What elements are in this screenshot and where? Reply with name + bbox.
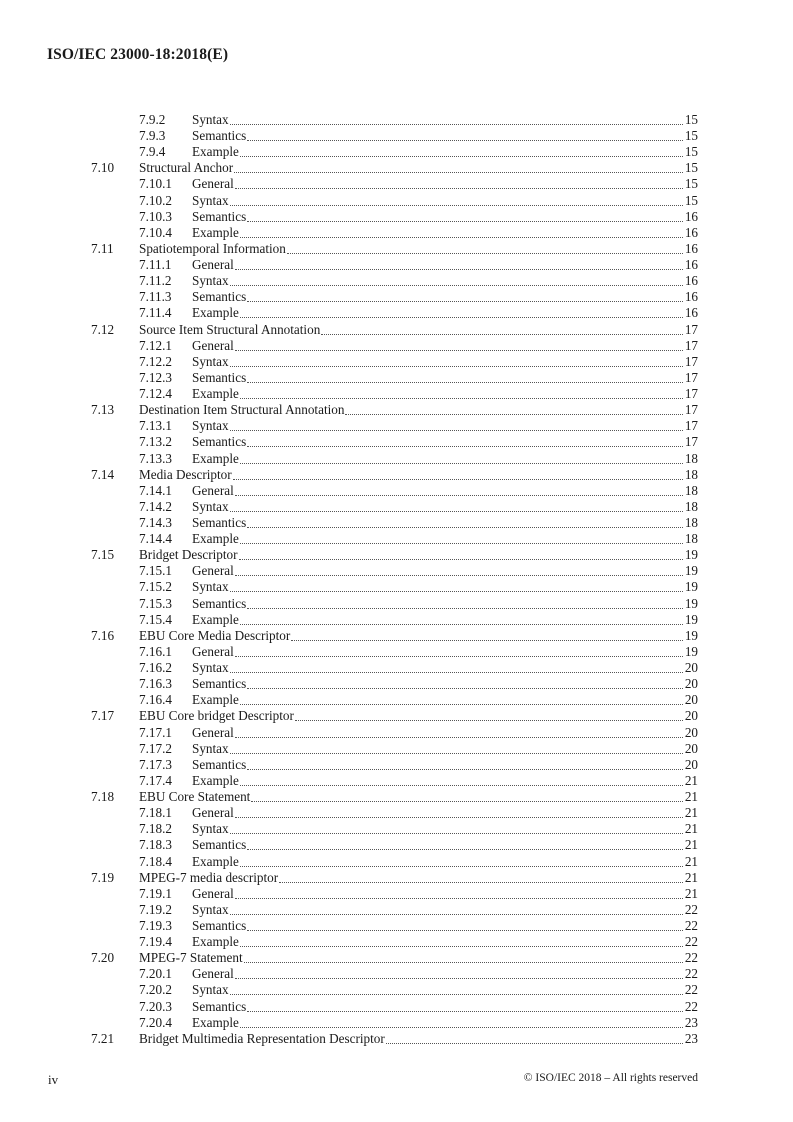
toc-leader-dots [240,397,683,399]
toc-entry[interactable] [0,966,793,982]
toc-entry[interactable] [0,854,793,870]
toc-entry-title[interactable]: Bridget Descriptor [139,547,238,563]
toc-leader-dots [240,865,683,867]
toc-entry-title[interactable]: Semantics [192,289,247,305]
toc-entry-number: 7.12.3 [139,369,172,385]
toc-entry-page[interactable]: 18 [684,482,698,498]
toc-entry-page[interactable]: 19 [684,563,698,579]
toc-entry[interactable] [0,209,793,225]
toc-entry-page[interactable]: 23 [684,1030,698,1046]
toc-entry-number: 7.15 [91,547,115,563]
toc-entry-number: 7.19 [91,869,115,885]
toc-entry-page[interactable]: 21 [684,869,698,885]
toc-leader-dots [235,816,683,818]
toc-entry-page[interactable]: 21 [684,853,698,869]
toc-leader-dots [240,1026,683,1028]
toc-entry-title[interactable]: Structural Anchor [139,160,234,176]
toc-entry-page[interactable]: 18 [684,515,698,530]
toc-entry[interactable] [0,1015,793,1031]
toc-entry-title[interactable]: General [192,337,234,353]
toc-leader-dots [247,929,683,931]
toc-entry[interactable] [0,725,793,741]
toc-leader-dots [235,349,683,351]
toc-entry-number: 7.11.3 [139,289,172,305]
toc-entry-number: 7.11.2 [139,273,172,289]
toc-entry-page[interactable]: 20 [684,740,698,756]
toc-entry-page[interactable]: 17 [684,353,698,369]
toc-entry[interactable] [0,692,793,708]
toc-entry[interactable] [0,370,793,386]
toc-leader-dots [235,736,683,738]
toc-entry-title[interactable]: Syntax [192,498,229,514]
toc-entry-title[interactable]: Syntax [192,740,229,756]
toc-entry-title[interactable]: Example [192,450,239,466]
toc-entry[interactable] [0,628,793,644]
toc-leader-dots [247,768,683,770]
toc-entry-number: 7.17.4 [139,772,172,788]
toc-entry-title[interactable]: Semantics [192,918,247,933]
toc-leader-dots [235,897,683,899]
toc-entry-title[interactable]: Semantics [192,369,247,385]
toc-entry-page[interactable]: 16 [684,240,698,256]
toc-entry-title[interactable]: General [192,482,234,498]
toc-entry-number: 7.13.3 [139,450,172,466]
toc-entry-page[interactable]: 17 [684,434,698,450]
toc-entry-number: 7.9.3 [139,128,166,144]
toc-entry-page[interactable]: 16 [684,208,698,224]
toc-entry[interactable] [0,934,793,950]
toc-entry[interactable] [0,676,793,692]
toc-entry-number: 7.17.2 [139,740,172,756]
toc-entry-title[interactable]: Example [192,305,239,321]
toc-entry[interactable] [0,354,793,370]
toc-entry[interactable] [0,563,793,579]
toc-entry-page[interactable]: 15 [684,128,698,144]
toc-entry-title[interactable]: Example [192,1014,239,1030]
toc-entry-number: 7.19.2 [139,901,172,917]
toc-entry-number: 7.20.4 [139,1014,172,1030]
toc-entry[interactable] [0,273,793,289]
toc-entry[interactable] [0,467,793,483]
toc-entry-number: 7.20.3 [139,998,172,1014]
toc-entry-number: 7.13.2 [139,434,172,450]
toc-entry-title[interactable]: Syntax [192,660,229,676]
toc-entry-page[interactable]: 17 [684,386,698,402]
toc-entry-title[interactable]: EBU Core Statement [139,789,251,805]
toc-entry-title[interactable]: General [192,805,234,821]
toc-leader-dots [230,993,683,995]
toc-entry-title[interactable]: Example [192,531,239,547]
toc-entry-page[interactable]: 17 [684,402,698,418]
toc-entry[interactable] [0,451,793,467]
toc-entry-number: 7.14 [91,466,115,482]
toc-entry-number: 7.13 [91,402,115,418]
toc-leader-dots [230,284,683,286]
toc-leader-dots [247,445,683,447]
toc-entry-number: 7.16.4 [139,692,172,708]
toc-leader-dots [291,639,683,641]
toc-entry-number: 7.20.1 [139,966,172,982]
toc-entry-title[interactable]: Syntax [192,579,229,595]
toc-entry-number: 7.15.3 [139,595,172,611]
toc-entry[interactable] [0,289,793,305]
toc-entry-title[interactable]: General [192,643,234,659]
toc-entry-page[interactable]: 19 [684,611,698,627]
toc-entry[interactable] [0,660,793,676]
toc-entry-page[interactable]: 18 [684,450,698,466]
toc-entry-page[interactable]: 21 [684,837,698,853]
toc-leader-dots [234,171,683,173]
toc-entry[interactable] [0,999,793,1015]
toc-leader-dots [235,977,683,979]
toc-entry-page[interactable]: 19 [684,595,698,611]
toc-leader-dots [233,478,683,480]
toc-entry-title[interactable]: Semantics [192,208,247,224]
toc-entry[interactable] [0,322,793,338]
toc-leader-dots [247,526,683,528]
toc-entry-title[interactable]: Syntax [192,273,229,289]
toc-entry-number: 7.16.2 [139,660,172,676]
toc-leader-dots [235,268,683,270]
toc-entry-title[interactable]: Syntax [192,982,229,998]
toc-entry-page[interactable]: 19 [684,579,698,595]
toc-entry[interactable] [0,886,793,902]
toc-entry-title[interactable]: General [192,176,234,192]
toc-entry-title[interactable]: Destination Item Structural Annotation [139,402,345,418]
toc-entry-title[interactable]: Bridget Multimedia Representation Descriptor [139,1030,385,1046]
toc-leader-dots [230,590,683,592]
toc-entry[interactable] [0,773,793,789]
toc-entry-number: 7.14.3 [139,515,172,530]
toc-entry[interactable] [0,1031,793,1047]
toc-entry-number: 7.18 [91,789,115,805]
toc-entry-number: 7.19.3 [139,918,172,933]
toc-leader-dots [230,671,683,673]
toc-entry-number: 7.18.3 [139,837,172,853]
toc-entry-title[interactable]: Example [192,772,239,788]
toc-leader-dots [247,1010,683,1012]
toc-leader-dots [247,300,683,302]
toc-leader-dots [240,945,683,947]
toc-entry[interactable] [0,837,793,853]
toc-entry-page[interactable]: 21 [684,772,698,788]
toc-leader-dots [240,316,683,318]
toc-entry-page[interactable]: 19 [684,547,698,563]
toc-leader-dots [240,542,683,544]
toc-leader-dots [230,913,683,915]
toc-entry[interactable] [0,418,793,434]
toc-entry-number: 7.10.4 [139,224,172,240]
toc-entry-title[interactable]: EBU Core Media Descriptor [139,627,291,643]
toc-entry[interactable] [0,821,793,837]
toc-entry-page[interactable]: 21 [684,789,698,805]
toc-entry-number: 7.15.4 [139,611,172,627]
toc-entry-page[interactable]: 19 [684,643,698,659]
toc-entry-page[interactable]: 15 [684,192,698,208]
toc-entry[interactable] [0,531,793,547]
toc-entry-title[interactable]: Semantics [192,756,247,772]
toc-entry-number: 7.16.3 [139,676,172,692]
toc-entry-page[interactable]: 20 [684,676,698,692]
toc-entry[interactable] [0,547,793,563]
toc-leader-dots [230,510,683,512]
toc-entry[interactable] [0,128,793,144]
toc-entry-page[interactable]: 17 [684,321,698,337]
toc-entry-number: 7.12 [91,321,115,337]
toc-entry-title[interactable]: Example [192,386,239,402]
toc-entry[interactable] [0,386,793,402]
toc-leader-dots [386,1042,683,1044]
toc-entry-number: 7.10.1 [139,176,172,192]
toc-entry[interactable] [0,805,793,821]
toc-entry-title[interactable]: Source Item Structural Annotation [139,321,321,337]
toc-entry-page[interactable]: 17 [684,418,698,434]
toc-entry-number: 7.12.4 [139,386,172,402]
toc-entry[interactable] [0,870,793,886]
toc-entry-page[interactable]: 22 [684,998,698,1014]
toc-leader-dots [230,123,683,125]
toc-entry-page[interactable]: 21 [684,821,698,837]
toc-leader-dots [230,429,683,431]
toc-entry-number: 7.20 [91,950,115,966]
toc-entry-title[interactable]: General [192,257,234,273]
toc-entry-title[interactable]: Example [192,611,239,627]
toc-entry-page[interactable]: 22 [684,966,698,982]
toc-entry-page[interactable]: 20 [684,708,698,724]
toc-entry-number: 7.17.3 [139,756,172,772]
toc-entry[interactable] [0,499,793,515]
toc-leader-dots [239,558,683,560]
footer-copyright: © ISO/IEC 2018 – All rights reserved [523,1072,698,1084]
toc-entry[interactable] [0,176,793,192]
footer-page-number: iv [48,1072,59,1087]
toc-leader-dots [321,333,683,335]
toc-entry-page[interactable]: 16 [684,273,698,289]
toc-entry-number: 7.18.4 [139,853,172,869]
toc-entry-page[interactable]: 22 [684,950,698,966]
toc-leader-dots [244,961,683,963]
toc-entry-title[interactable]: Semantics [192,676,247,692]
toc-leader-dots [251,800,682,802]
toc-entry[interactable] [0,789,793,805]
toc-entry-page[interactable]: 17 [684,337,698,353]
toc-entry-page[interactable]: 21 [684,885,698,901]
toc-entry-title[interactable]: General [192,563,234,579]
toc-leader-dots [240,703,683,705]
toc-entry-page[interactable]: 15 [684,176,698,192]
toc-entry-number: 7.15.2 [139,579,172,595]
toc-entry-page[interactable]: 22 [684,901,698,917]
toc-entry-title[interactable]: Example [192,692,239,708]
toc-entry[interactable] [0,741,793,757]
toc-leader-dots [240,784,683,786]
toc-entry-title[interactable]: Syntax [192,418,229,434]
toc-entry-number: 7.18.1 [139,805,172,821]
toc-entry-title[interactable]: Syntax [192,192,229,208]
toc-entry-page[interactable]: 17 [684,369,698,385]
toc-entry-number: 7.19.1 [139,885,172,901]
toc-entry-number: 7.16 [91,627,115,643]
toc-leader-dots [247,687,683,689]
toc-entry[interactable] [0,612,793,628]
toc-leader-dots [295,719,683,721]
toc-entry[interactable] [0,241,793,257]
toc-entry-title[interactable]: Syntax [192,112,229,127]
toc-entry[interactable] [0,338,793,354]
toc-leader-dots [247,220,683,222]
toc-entry-title[interactable]: EBU Core bridget Descriptor [139,708,294,724]
toc-entry-page[interactable]: 20 [684,724,698,740]
toc-entry-title[interactable]: MPEG-7 media descriptor [139,869,279,885]
toc-entry-title[interactable]: Semantics [192,434,247,450]
toc-entry-title[interactable]: Semantics [192,998,247,1014]
toc-leader-dots [240,623,683,625]
toc-entry[interactable] [0,757,793,773]
toc-entry-title[interactable]: Syntax [192,901,229,917]
toc-entry[interactable] [0,225,793,241]
toc-entry-title[interactable]: Semantics [192,595,247,611]
toc-entry-page[interactable]: 18 [684,531,698,547]
toc-entry-title[interactable]: Example [192,224,239,240]
toc-entry-page[interactable]: 22 [684,934,698,950]
toc-entry[interactable] [0,644,793,660]
toc-entry-number: 7.18.2 [139,821,172,837]
toc-leader-dots [279,881,683,883]
toc-entry-page[interactable]: 20 [684,756,698,772]
toc-entry-number: 7.16.1 [139,643,172,659]
toc-entry-number: 7.17.1 [139,724,172,740]
toc-entry-page[interactable]: 15 [684,144,698,160]
toc-leader-dots [235,187,683,189]
toc-entry-number: 7.10.3 [139,208,172,224]
toc-entry[interactable] [0,579,793,595]
toc-entry-number: 7.13.1 [139,418,172,434]
toc-entry-number: 7.12.2 [139,353,172,369]
toc-leader-dots [230,204,683,206]
toc-entry-number: 7.14.1 [139,482,172,498]
toc-entry[interactable] [0,918,793,934]
toc-entry-title[interactable]: Media Descriptor [139,466,232,482]
toc-entry-page[interactable]: 16 [684,224,698,240]
toc-entry[interactable] [0,596,793,612]
toc-entry-number: 7.21 [91,1030,115,1046]
toc-entry[interactable] [0,193,793,209]
toc-entry-number: 7.17 [91,708,115,724]
toc-entry[interactable] [0,708,793,724]
toc-leader-dots [287,252,683,254]
document-header-title: ISO/IEC 23000-18:2018(E) [47,46,229,63]
toc-entry-title[interactable]: Example [192,934,239,950]
toc-leader-dots [247,139,683,141]
toc-entry-number: 7.9.4 [139,144,166,160]
toc-entry-number: 7.11 [91,240,114,256]
toc-entry[interactable] [0,483,793,499]
toc-entry-number: 7.19.4 [139,934,172,950]
toc-entry-title[interactable]: General [192,885,234,901]
toc-entry-title[interactable]: General [192,966,234,982]
toc-entry-title[interactable]: General [192,724,234,740]
toc-leader-dots [230,365,683,367]
toc-entry[interactable] [0,144,793,160]
toc-leader-dots [235,655,683,657]
toc-entry-page[interactable]: 16 [684,305,698,321]
toc-entry-title[interactable]: Spatiotemporal Information [139,240,286,256]
toc-entry-title[interactable]: Syntax [192,821,229,837]
toc-entry-title[interactable]: Semantics [192,128,247,144]
toc-entry-number: 7.10.2 [139,192,172,208]
toc-entry[interactable] [0,902,793,918]
toc-leader-dots [240,155,683,157]
toc-entry-page[interactable]: 23 [684,1014,698,1030]
toc-entry-page[interactable]: 15 [684,160,698,176]
toc-leader-dots [345,413,682,415]
toc-entry-number: 7.10 [91,160,115,176]
toc-entry-page[interactable]: 22 [684,918,698,933]
toc-entry-number: 7.14.2 [139,498,172,514]
toc-entry-title[interactable]: MPEG-7 Statement [139,950,243,966]
toc-entry[interactable] [0,112,793,128]
toc-entry[interactable] [0,402,793,418]
toc-entry-number: 7.11.1 [139,257,172,273]
toc-entry-page[interactable]: 20 [684,660,698,676]
toc-entry[interactable] [0,160,793,176]
toc-entry-page[interactable]: 18 [684,498,698,514]
toc-leader-dots [247,848,683,850]
toc-leader-dots [240,462,683,464]
toc-entry-title[interactable]: Semantics [192,837,247,853]
toc-entry-number: 7.15.1 [139,563,172,579]
toc-entry-title[interactable]: Semantics [192,515,247,530]
toc-entry-page[interactable]: 20 [684,692,698,708]
toc-entry-page[interactable]: 18 [684,466,698,482]
toc-leader-dots [235,494,683,496]
toc-entry-number: 7.14.4 [139,531,172,547]
toc-leader-dots [240,236,683,238]
toc-entry-number: 7.11.4 [139,305,172,321]
toc-entry-page[interactable]: 16 [684,257,698,273]
toc-leader-dots [235,574,683,576]
toc-leader-dots [230,752,683,754]
toc-leader-dots [230,832,683,834]
toc-leader-dots [247,607,683,609]
toc-leader-dots [247,381,683,383]
toc-entry[interactable] [0,950,793,966]
toc-entry[interactable] [0,515,793,531]
toc-entry-page[interactable]: 19 [684,627,698,643]
toc-entry[interactable] [0,434,793,450]
toc-entry-number: 7.9.2 [139,112,166,127]
toc-entry-page[interactable]: 21 [684,805,698,821]
toc-entry-page[interactable]: 15 [684,112,698,127]
toc-entry[interactable] [0,257,793,273]
toc-entry-page[interactable]: 16 [684,289,698,305]
toc-entry-title[interactable]: Example [192,144,239,160]
toc-entry[interactable] [0,982,793,998]
toc-entry-number: 7.12.1 [139,337,172,353]
toc-entry-page[interactable]: 22 [684,982,698,998]
toc-entry-number: 7.20.2 [139,982,172,998]
toc-entry[interactable] [0,305,793,321]
toc-entry-title[interactable]: Example [192,853,239,869]
toc-entry-title[interactable]: Syntax [192,353,229,369]
